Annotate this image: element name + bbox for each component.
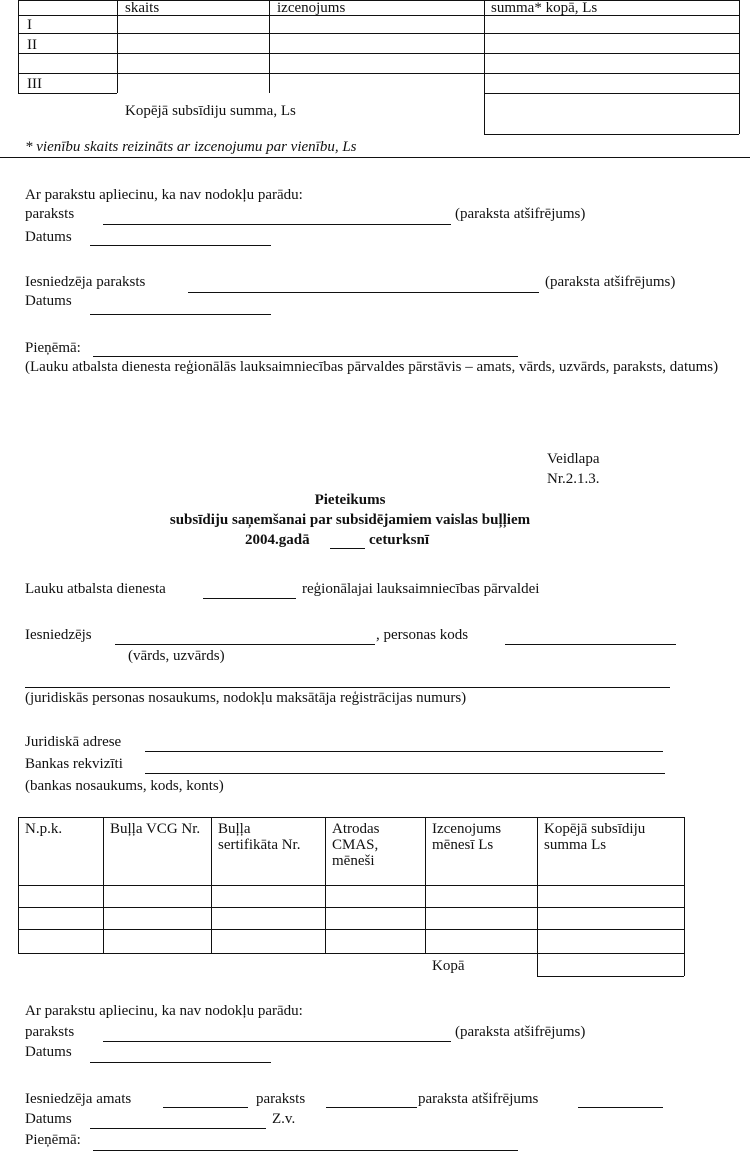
bank-details-line[interactable] (145, 773, 665, 774)
date-line[interactable] (90, 245, 271, 246)
table1-total-label: Kopējā subsīdiju summa, Ls (125, 103, 296, 119)
table2-header-number: N.p.k. (25, 821, 63, 837)
legal-person-line[interactable] (25, 687, 670, 688)
table1-header-total: summa* kopā, Ls (491, 0, 598, 16)
form-subtitle: subsīdiju saņemšanai par subsidējamiem vaislas buļļiem (169, 512, 531, 528)
date-line[interactable] (90, 1128, 266, 1129)
table1-header-count: skaits (125, 0, 160, 16)
date-label: Datums (25, 1044, 72, 1060)
form-quarter: ceturksnī (369, 532, 429, 548)
submitter-signature-line[interactable] (188, 292, 539, 293)
position-label: Iesniedzēja amats (25, 1091, 132, 1107)
date-line[interactable] (90, 314, 271, 315)
date-line[interactable] (90, 1062, 271, 1063)
legal-person-hint: (juridiskās personas nosaukums, nodokļu maksātāja reģistrācijas numurs) (25, 690, 467, 706)
table2-header-bull-vcg: Buļļa VCG Nr. (110, 821, 201, 837)
table2-header-certificate: Buļļa sertifikāta Nr. (218, 821, 301, 853)
personal-code-line[interactable] (505, 644, 676, 645)
form-title: Pieteikums (314, 492, 386, 508)
personal-code-label: , personas kods (376, 627, 469, 643)
accepted-line[interactable] (93, 356, 518, 357)
form-number: Nr.2.1.3. (547, 471, 600, 487)
quarter-line[interactable] (330, 548, 365, 549)
legal-address-line[interactable] (145, 751, 663, 752)
bank-hint: (bankas nosaukums, kods, konts) (25, 778, 224, 794)
accepted-note: (Lauku atbalsta dienesta reģionālās lauksaimniecības pārvaldes pārstāvis – amats, vārds, uzvārds, paraksts, datums) (25, 359, 719, 375)
tax-declaration: Ar parakstu apliecinu, ka nav nodokļu parādu: (25, 1003, 303, 1019)
divider (0, 157, 750, 158)
submitter-signature-label: Iesniedzēja paraksts (25, 274, 146, 290)
table2-total-label: Kopā (432, 958, 465, 974)
accepted-label: Pieņēmā: (25, 340, 81, 356)
signature-decode-label: (paraksta atšifrējums) (455, 206, 586, 222)
service-suffix: reģionālajai lauksaimniecības pārvaldei (302, 581, 540, 597)
stamp-label: Z.v. (272, 1111, 296, 1127)
name-hint: (vārds, uzvārds) (128, 648, 225, 664)
table2-header-cmas-months: Atrodas CMAS, mēneši (332, 821, 380, 869)
signature-label: paraksts (256, 1091, 306, 1107)
form-type: Veidlapa (547, 451, 600, 467)
service-region-line[interactable] (203, 598, 296, 599)
table1-header-price: izcenojums (277, 0, 346, 16)
accepted-label: Pieņēmā: (25, 1132, 81, 1148)
date-label: Datums (25, 229, 72, 245)
tax-declaration: Ar parakstu apliecinu, ka nav nodokļu parādu: (25, 187, 303, 203)
submitter-label: Iesniedzējs (25, 627, 92, 643)
signature-line[interactable] (103, 1041, 451, 1042)
signature-label: paraksts (25, 1024, 75, 1040)
service-prefix: Lauku atbalsta dienesta (25, 581, 166, 597)
form-year: 2004.gadā (245, 532, 310, 548)
table1-row-label: I (27, 17, 32, 33)
table1-row-label: III (27, 76, 42, 92)
signature-decode-label: paraksta atšifrējums (418, 1091, 539, 1107)
signature-label: paraksts (25, 206, 75, 222)
signature-line[interactable] (103, 224, 451, 225)
table2-header-monthly-price: Izcenojums mēnesī Ls (432, 821, 502, 853)
table1-row-label: II (27, 37, 37, 53)
submitter-line[interactable] (115, 644, 375, 645)
bank-details-label: Bankas rekvizīti (25, 756, 123, 772)
date-label: Datums (25, 1111, 72, 1127)
submitter-decode-label: (paraksta atšifrējums) (545, 274, 676, 290)
footnote: * vienību skaits reizināts ar izcenojumu par vienību, Ls (25, 139, 357, 155)
table2-header-total-sum: Kopējā subsīdiju summa Ls (544, 821, 646, 853)
signature-decode-label: (paraksta atšifrējums) (455, 1024, 586, 1040)
date-label: Datums (25, 293, 72, 309)
legal-address-label: Juridiskā adrese (25, 734, 122, 750)
signature-line[interactable] (326, 1107, 417, 1108)
accepted-line[interactable] (93, 1150, 518, 1151)
signature-decode-line[interactable] (578, 1107, 663, 1108)
position-line[interactable] (163, 1107, 248, 1108)
